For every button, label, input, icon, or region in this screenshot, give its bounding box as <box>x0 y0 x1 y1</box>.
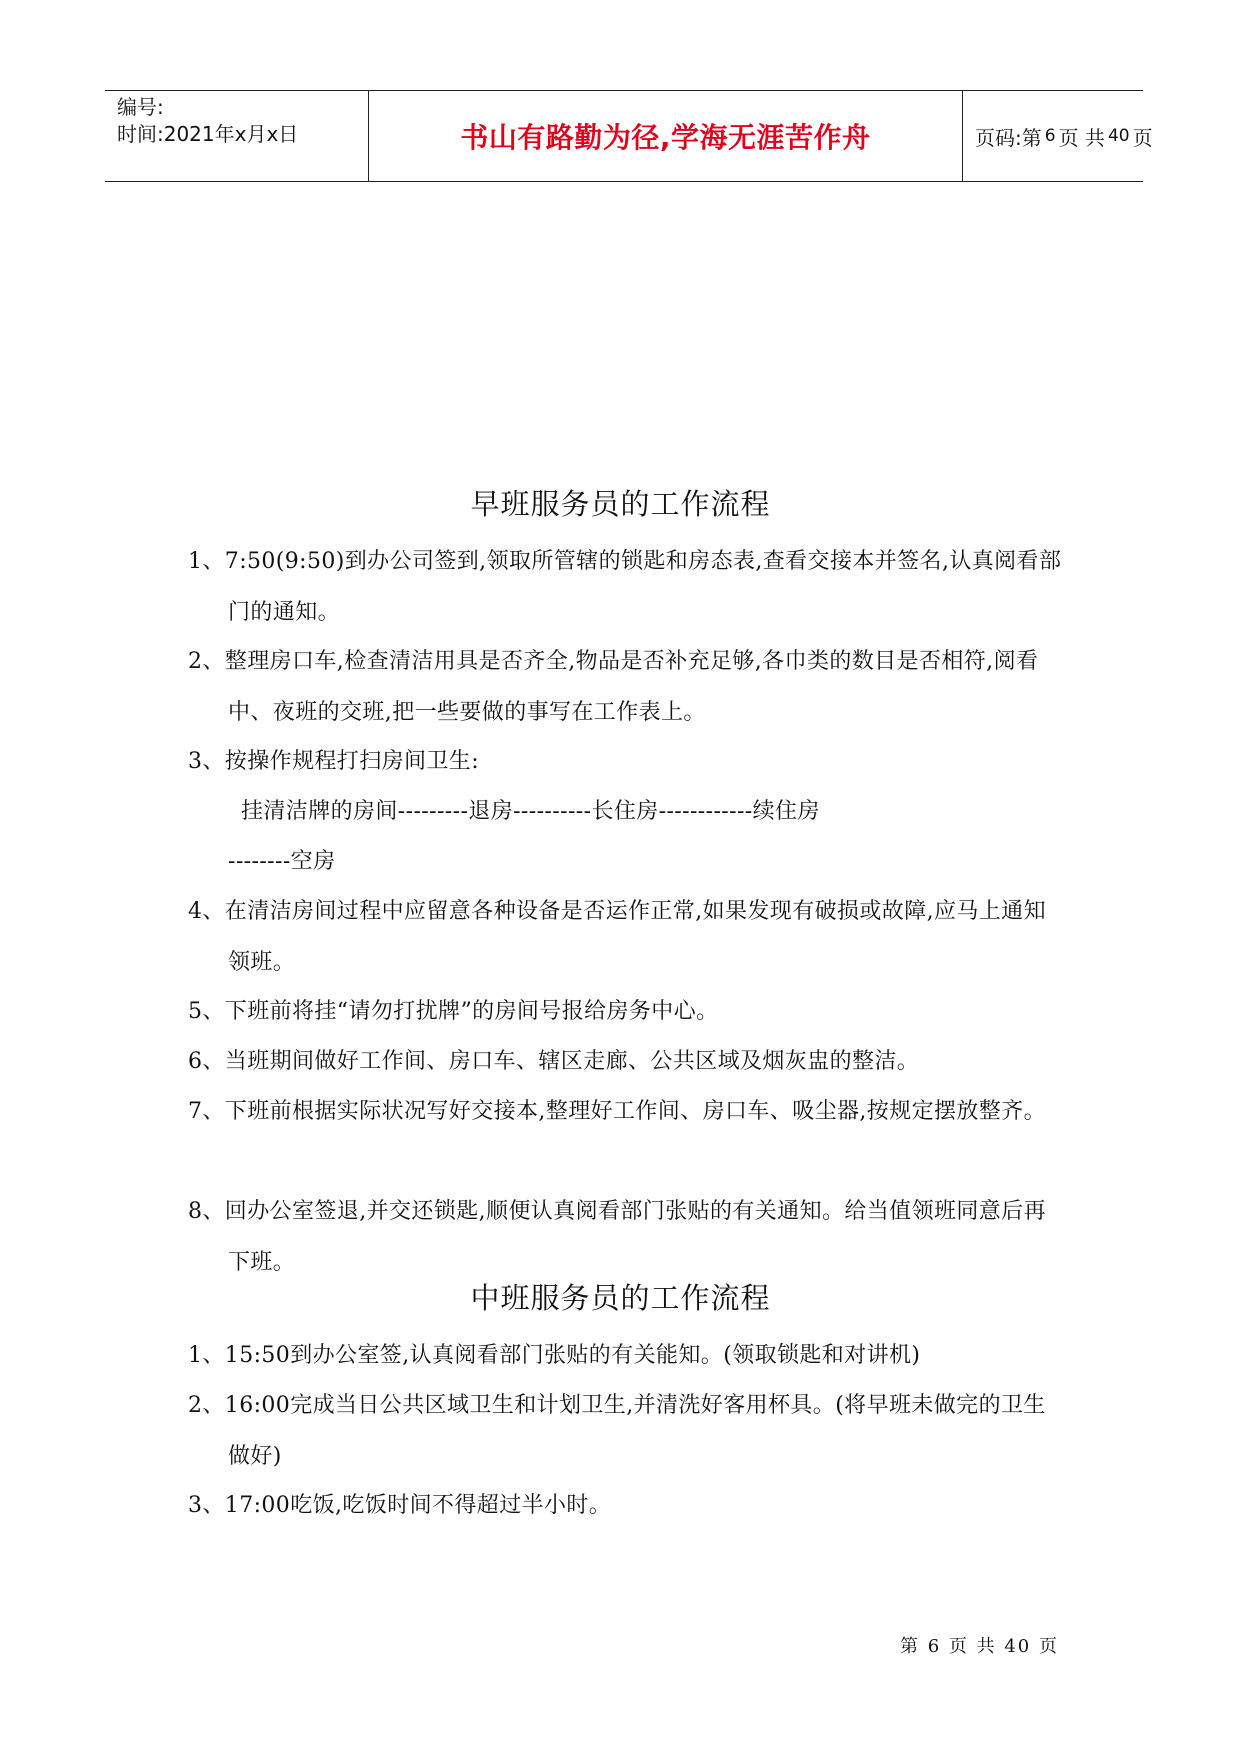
section-title-morning: 早班服务员的工作流程 <box>470 487 771 521</box>
list-item: 6、当班期间做好工作间、房口车、辖区走廊、公共区域及烟灰盅的整洁。 <box>188 1049 920 1074</box>
page-header <box>105 90 1153 182</box>
page-middle: 页 共 <box>1058 125 1105 150</box>
header-meta <box>105 91 369 181</box>
list-item: 3、17:00吃饭,吃饭时间不得超过半小时。 <box>188 1493 612 1518</box>
list-item: 2、16:00完成当日公共区域卫生和计划卫生,并清洗好客用杯具。(将早班未做完的卫生做好) <box>188 1393 1046 1469</box>
section-title-middle: 中班服务员的工作流程 <box>470 1281 771 1315</box>
header-page-info <box>963 91 1153 181</box>
page-total: 40 <box>1107 126 1130 146</box>
list-item: 1、7:50(9:50)到办公司签到,领取所管辖的锁匙和房态表,查看交接本并签名,认真阅看部门的通知。 <box>188 549 1062 625</box>
cleaning-order-line-1: 挂清洁牌的房间---------退房----------长住房------------续住房 <box>241 799 820 824</box>
page-current: 6 <box>1044 126 1056 146</box>
list-item: 1、15:50到办公室签,认真阅看部门张贴的有关能知。(领取锁匙和对讲机) <box>188 1343 921 1368</box>
list-item: 2、整理房口车,检查清洁用具是否齐全,物品是否补充足够,各巾类的数目是否相符,阅看中、夜班的交班,把一些要做的事写在工作表上。 <box>188 649 1039 725</box>
page-prefix: 页码:第 <box>975 125 1042 150</box>
list-item: 4、在清洁房间过程中应留意各种设备是否运作正常,如果发现有破损或故障,应马上通知领班。 <box>188 899 1046 975</box>
list-item: 7、下班前根据实际状况写好交接本,整理好工作间、房口车、吸尘器,按规定摆放整齐。 <box>188 1099 1046 1124</box>
cleaning-order-line-2: --------空房 <box>228 849 336 874</box>
page-suffix: 页 <box>1132 125 1153 150</box>
header-motto: 书山有路勤为径,学海无涯苦作舟 <box>369 91 963 181</box>
list-item: 5、下班前将挂“请勿打扰牌”的房间号报给房务中心。 <box>188 999 719 1024</box>
time-label: 时间:2021年x月x日 <box>117 122 299 146</box>
page-footer: 第 6 页 共 40 页 <box>900 1636 1059 1657</box>
list-item: 3、按操作规程打扫房间卫生: <box>188 749 480 774</box>
number-label: 编号: <box>117 95 164 119</box>
list-item: 8、回办公室签退,并交还锁匙,顺便认真阅看部门张贴的有关通知。给当值领班同意后再下班。 <box>188 1199 1046 1275</box>
